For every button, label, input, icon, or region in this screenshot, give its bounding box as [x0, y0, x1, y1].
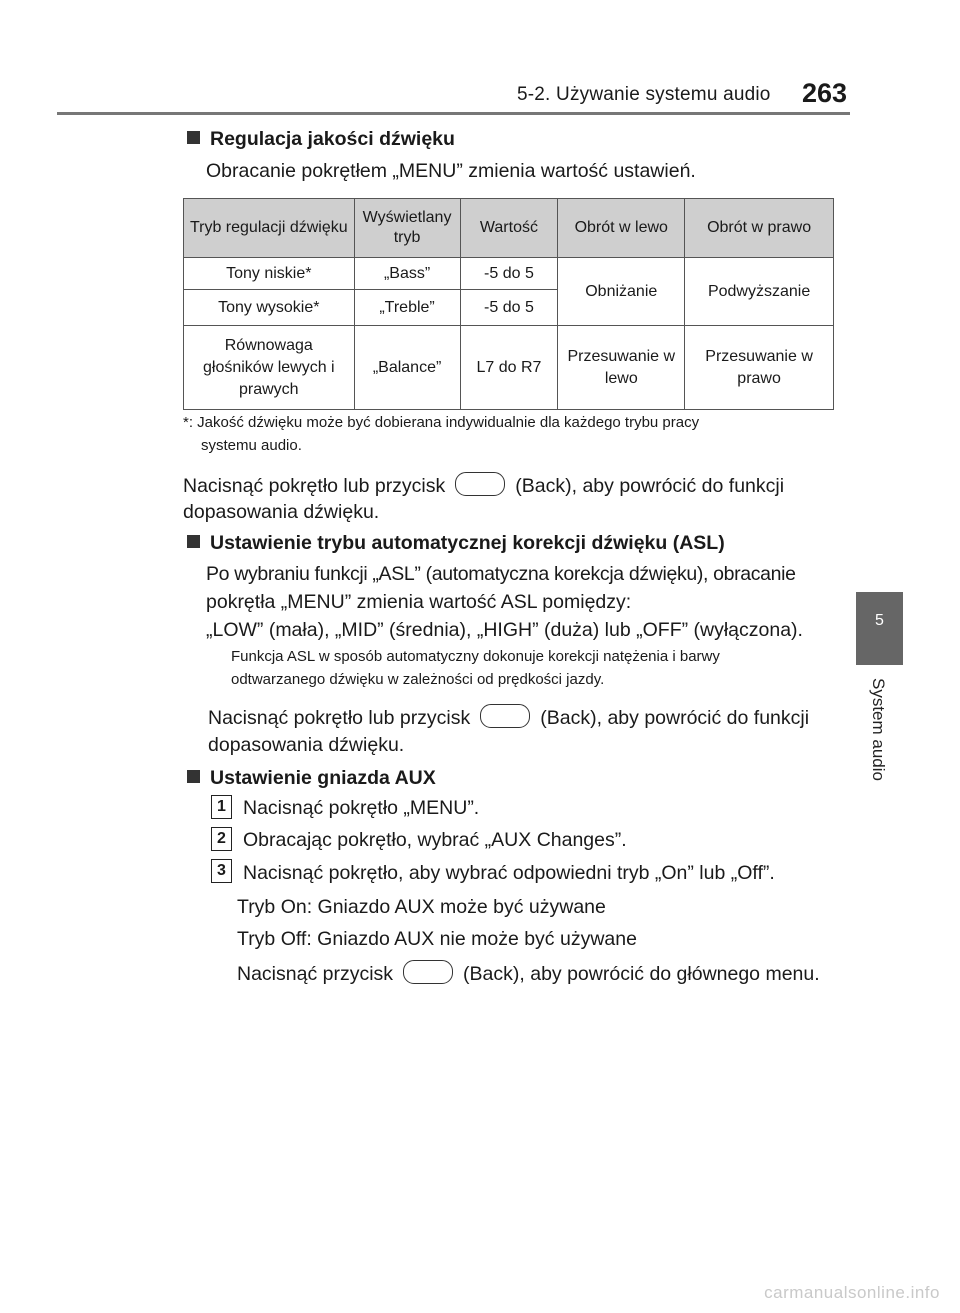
- back-instruction: Nacisnąć pokrętło lub przycisk (Back), aby powrócić do funkcji: [183, 472, 784, 498]
- back-button-icon: [455, 472, 505, 496]
- aux-back-instruction: Nacisnąć przycisk (Back), aby powrócić do głównego menu.: [237, 960, 820, 986]
- page-number: 263: [802, 78, 848, 108]
- table-footnote: *: Jakość dźwięku może być dobierana indywidualnie dla każdego trybu pracy: [183, 414, 700, 431]
- table-header-row: [184, 199, 834, 258]
- table-cell: Obniżanie: [558, 258, 685, 326]
- sound-quality-title: Regulacja jakości dźwięku: [187, 128, 455, 151]
- asl-text: Po wybraniu funkcji „ASL” (automatyczna korekcja dźwięku), obracanie: [206, 563, 796, 585]
- table-cell: „Treble”: [354, 290, 460, 326]
- table-cell: Przesuwanie w prawo: [685, 326, 834, 410]
- asl-note: odtwarzanego dźwięku w zależności od prędkości jazdy.: [231, 671, 605, 688]
- step-number-badge: 1: [211, 795, 232, 819]
- square-bullet-icon: [187, 770, 200, 783]
- asl-text: pokrętła „MENU” zmienia wartość ASL pomiędzy:: [206, 591, 632, 613]
- sound-settings-table: [183, 198, 834, 410]
- header-rule: [57, 112, 850, 115]
- step-number-badge: 3: [211, 859, 232, 883]
- table-cell: Przesuwanie w lewo: [558, 326, 685, 410]
- chapter-label: System audio: [869, 678, 888, 781]
- table-cell: L7 do R7: [460, 326, 558, 410]
- table-row: [184, 258, 834, 290]
- table-header-cell: Tryb regulacji dźwięku: [184, 199, 355, 258]
- table-cell: Tony niskie*: [184, 258, 355, 290]
- table-header-cell: Obrót w prawo: [685, 199, 834, 258]
- table-cell: Podwyższanie: [685, 258, 834, 326]
- table-header-cell: Wyświetlany tryb: [354, 199, 460, 258]
- aux-mode-on: Tryb On: Gniazdo AUX może być używane: [237, 896, 606, 918]
- back-instruction: Nacisnąć pokrętło lub przycisk (Back), aby powrócić do funkcji: [208, 704, 809, 730]
- square-bullet-icon: [187, 535, 200, 548]
- square-bullet-icon: [187, 131, 200, 144]
- back-button-icon: [403, 960, 453, 984]
- table-cell: Równowaga głośników lewych i prawych: [184, 326, 355, 410]
- watermark: carmanualsonline.info: [764, 1283, 940, 1302]
- back-button-icon: [480, 704, 530, 728]
- table-header-cell: Wartość: [460, 199, 558, 258]
- table-footnote-cont: systemu audio.: [201, 437, 302, 454]
- aux-title: Ustawienie gniazda AUX: [187, 767, 436, 790]
- sound-quality-intro: Obracanie pokrętłem „MENU” zmienia wartość ustawień.: [206, 160, 696, 182]
- table-cell: „Balance”: [354, 326, 460, 410]
- back-instruction-cont: dopasowania dźwięku.: [183, 501, 380, 523]
- asl-text: „LOW” (mała), „MID” (średnia), „HIGH” (duża) lub „OFF” (wyłączona).: [206, 619, 803, 641]
- table-cell: Tony wysokie*: [184, 290, 355, 326]
- table-header-cell: Obrót w lewo: [558, 199, 685, 258]
- step-number-badge: 2: [211, 827, 232, 851]
- chapter-number: 5: [875, 612, 884, 629]
- step-text: Obracając pokrętło, wybrać „AUX Changes”.: [243, 829, 627, 851]
- asl-title: Ustawienie trybu automatycznej korekcji dźwięku (ASL): [187, 532, 725, 555]
- step-text: Nacisnąć pokrętło „MENU”.: [243, 797, 480, 819]
- aux-mode-off: Tryb Off: Gniazdo AUX nie może być używane: [237, 928, 637, 950]
- asl-note: Funkcja ASL w sposób automatyczny dokonuje korekcji natężenia i barwy: [231, 648, 720, 665]
- table-row: [184, 326, 834, 410]
- table-cell: -5 do 5: [460, 258, 558, 290]
- step-text: Nacisnąć pokrętło, aby wybrać odpowiedni tryb „On” lub „Off”.: [243, 862, 775, 884]
- back-instruction-cont: dopasowania dźwięku.: [208, 734, 405, 756]
- table-cell: -5 do 5: [460, 290, 558, 326]
- table-cell: „Bass”: [354, 258, 460, 290]
- section-heading: 5-2. Używanie systemu audio: [517, 84, 771, 105]
